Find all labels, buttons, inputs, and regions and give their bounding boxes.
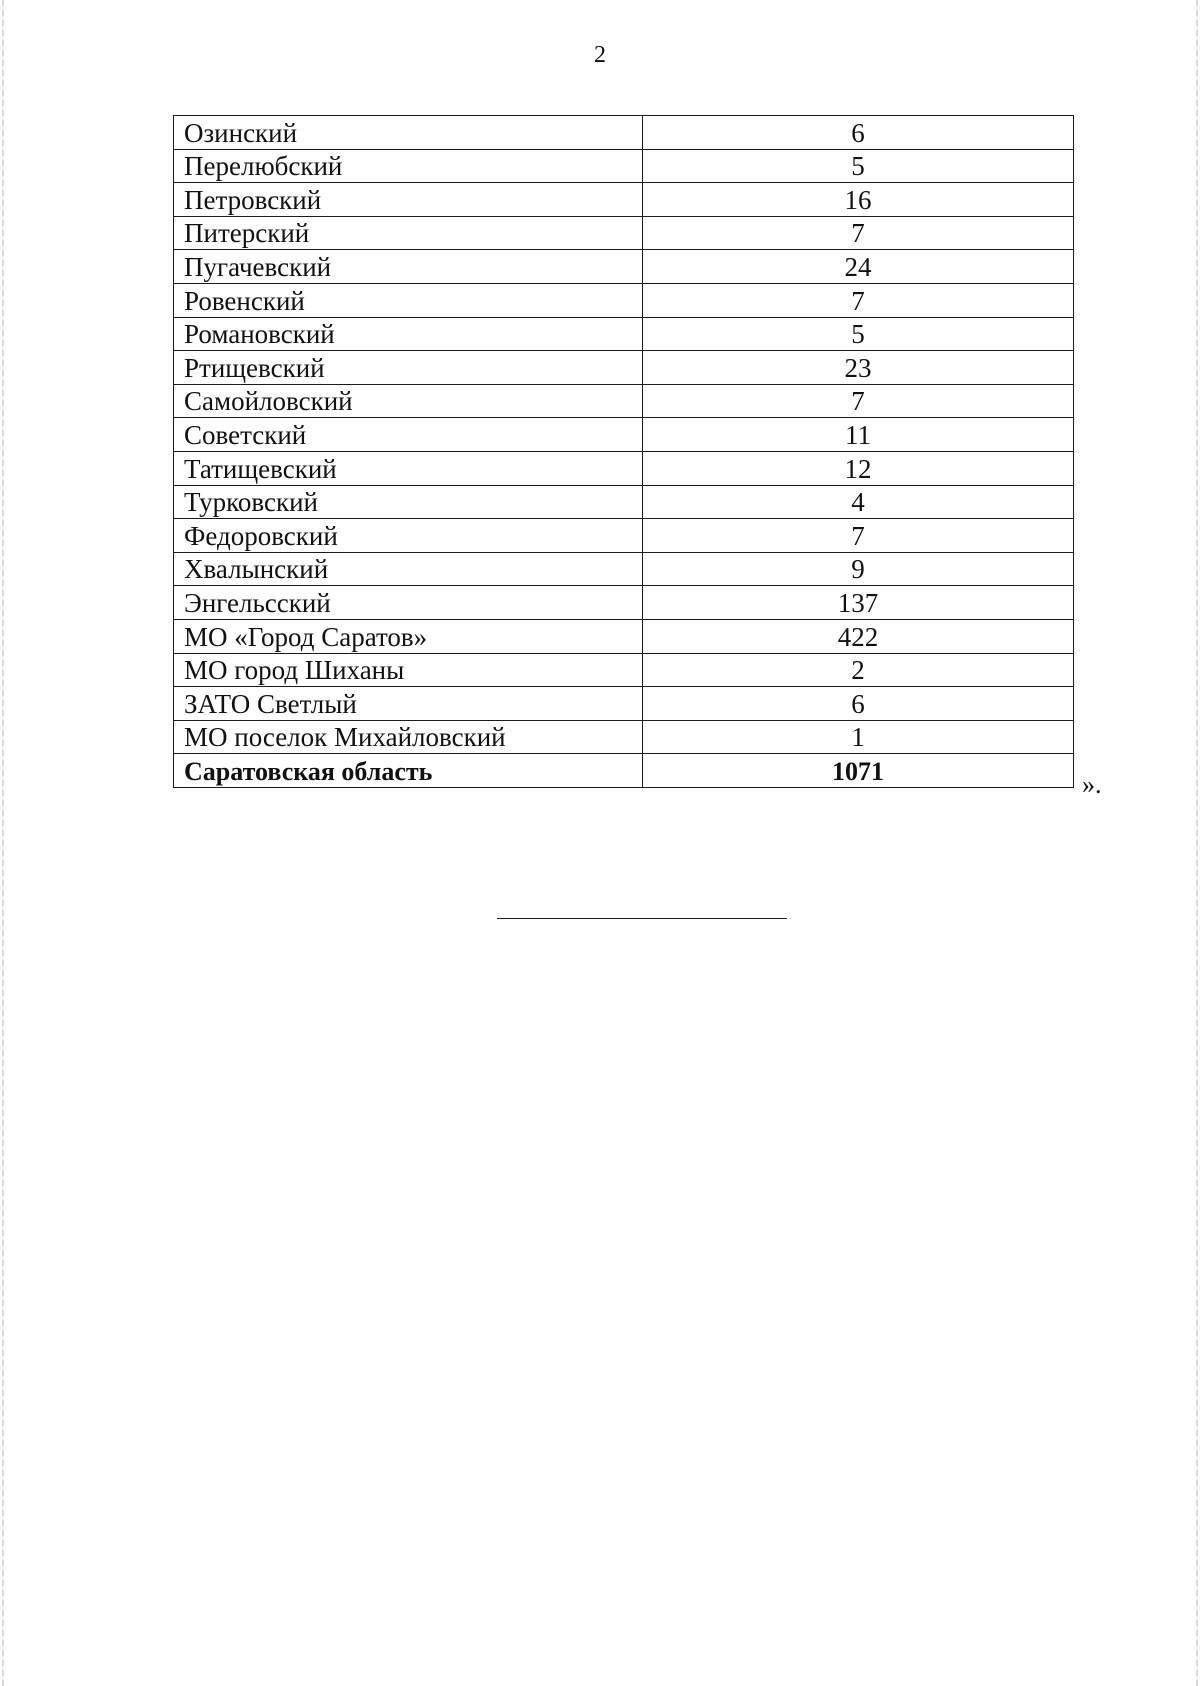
district-name-cell: Хвалынский [174, 552, 643, 586]
district-name-cell: Пугачевский [174, 250, 643, 284]
district-value-cell: 7 [643, 519, 1074, 553]
district-name-cell: МО «Город Саратов» [174, 619, 643, 653]
district-value-cell: 11 [643, 418, 1074, 452]
district-name-cell: Советский [174, 418, 643, 452]
district-value-cell: 24 [643, 250, 1074, 284]
closing-quote: ». [1082, 770, 1102, 799]
table-row [174, 687, 1074, 721]
table-row [174, 418, 1074, 452]
table-row [174, 619, 1074, 653]
table-row [174, 720, 1074, 754]
district-value-cell: 7 [643, 283, 1074, 317]
left-scan-edge [2, 0, 4, 1686]
district-value-cell: 23 [643, 351, 1074, 385]
district-name-cell: Петровский [174, 183, 643, 217]
district-name-cell: Федоровский [174, 519, 643, 553]
district-value-cell: 9 [643, 552, 1074, 586]
district-value-cell: 1 [643, 720, 1074, 754]
district-value-cell: 7 [643, 216, 1074, 250]
district-name-cell: Романовский [174, 317, 643, 351]
table-body [174, 116, 1074, 788]
table-row [174, 283, 1074, 317]
district-name-cell: Питерский [174, 216, 643, 250]
district-value-cell: 2 [643, 653, 1074, 687]
table-row [174, 149, 1074, 183]
district-value-cell: 12 [643, 451, 1074, 485]
district-name-cell: Ртищевский [174, 351, 643, 385]
separator-line [497, 918, 787, 919]
page-number: 2 [594, 42, 606, 68]
district-name-cell: ЗАТО Светлый [174, 687, 643, 721]
table-row [174, 317, 1074, 351]
district-name-cell: МО поселок Михайловский [174, 720, 643, 754]
district-value-cell: 4 [643, 485, 1074, 519]
district-name-cell: Татищевский [174, 451, 643, 485]
total-row [174, 754, 1074, 788]
district-value-cell: 7 [643, 384, 1074, 418]
district-name-cell: Турковский [174, 485, 643, 519]
district-name-cell: Озинский [174, 116, 643, 150]
table-row [174, 586, 1074, 620]
table-row [174, 351, 1074, 385]
table-row [174, 216, 1074, 250]
district-name-cell: МО город Шиханы [174, 653, 643, 687]
district-value-cell: 137 [643, 586, 1074, 620]
district-name-cell: Энгельсский [174, 586, 643, 620]
district-name-cell: Самойловский [174, 384, 643, 418]
right-scan-edge [1196, 0, 1198, 1686]
total-name-cell: Саратовская область [174, 754, 643, 788]
table-row [174, 653, 1074, 687]
district-name-cell: Ровенский [174, 283, 643, 317]
table-row [174, 451, 1074, 485]
table-row [174, 116, 1074, 150]
table-row [174, 183, 1074, 217]
district-value-cell: 6 [643, 687, 1074, 721]
table-row [174, 552, 1074, 586]
table-row [174, 485, 1074, 519]
table-row [174, 384, 1074, 418]
district-value-cell: 16 [643, 183, 1074, 217]
total-value-cell: 1071 [643, 754, 1074, 788]
district-value-cell: 6 [643, 116, 1074, 150]
district-count-table [173, 115, 1074, 788]
table-row [174, 250, 1074, 284]
district-value-cell: 5 [643, 149, 1074, 183]
table-row [174, 519, 1074, 553]
district-value-cell: 422 [643, 619, 1074, 653]
district-value-cell: 5 [643, 317, 1074, 351]
district-name-cell: Перелюбский [174, 149, 643, 183]
